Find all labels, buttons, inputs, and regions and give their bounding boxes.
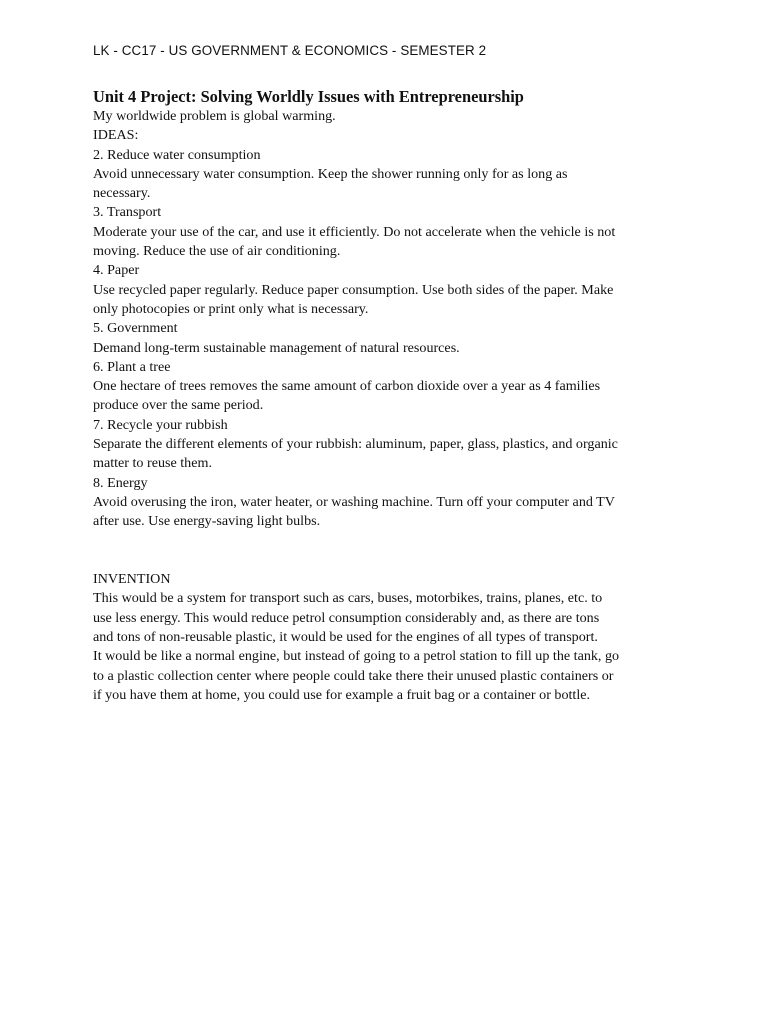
idea-text-line: after use. Use energy-saving light bulbs. <box>93 513 321 530</box>
idea-item <box>93 474 683 532</box>
idea-text-line: moving. Reduce the use of air conditioning. <box>93 243 341 260</box>
idea-heading: 4. Paper <box>93 262 140 279</box>
document-body <box>93 87 683 705</box>
invention-label: INVENTION <box>93 571 171 588</box>
idea-item <box>93 319 683 358</box>
idea-item <box>93 358 683 416</box>
idea-text-line: Avoid overusing the iron, water heater, or washing machine. Turn off your computer and TV <box>93 493 615 510</box>
invention-text-line: This would be a system for transport such as cars, buses, motorbikes, trains, planes, etc. to <box>93 590 603 607</box>
idea-text-line: matter to reuse them. <box>93 455 212 472</box>
idea-text-line: necessary. <box>93 185 151 202</box>
invention-text-line: and tons of non-reusable plastic, it would be used for the engines of all types of transport. <box>93 629 598 646</box>
intro-text: My worldwide problem is global warming. <box>93 108 336 124</box>
idea-text-line: Avoid unnecessary water consumption. Keep the shower running only for as long as <box>93 165 568 182</box>
idea-heading: 8. Energy <box>93 474 148 491</box>
invention-section <box>93 570 683 705</box>
idea-heading: 7. Recycle your rubbish <box>93 416 228 433</box>
ideas-list <box>93 146 683 532</box>
idea-heading: 6. Plant a tree <box>93 358 171 375</box>
idea-text-line: One hectare of trees removes the same amount of carbon dioxide over a year as 4 families <box>93 378 601 395</box>
idea-heading: 2. Reduce water consumption <box>93 146 261 163</box>
invention-text-line: It would be like a normal engine, but instead of going to a petrol station to fill up the tank, go <box>93 648 620 665</box>
idea-text-line: Demand long-term sustainable management of natural resources. <box>93 339 460 356</box>
document-title: Unit 4 Project: Solving Worldly Issues with Entrepreneurship <box>93 87 524 106</box>
idea-heading: 5. Government <box>93 320 178 337</box>
invention-text-line: use less energy. This would reduce petrol consumption considerably and, as there are tons <box>93 609 600 626</box>
idea-text-line: Use recycled paper regularly. Reduce paper consumption. Use both sides of the paper. Make <box>93 281 614 298</box>
ideas-label: IDEAS: <box>93 127 139 144</box>
idea-text-line: Moderate your use of the car, and use it efficiently. Do not accelerate when the vehicle is not <box>93 223 616 240</box>
idea-item <box>93 146 683 204</box>
page-header: LK - CC17 - US GOVERNMENT & ECONOMICS - SEMESTER 2 <box>93 43 487 58</box>
idea-text-line: Separate the different elements of your rubbish: aluminum, paper, glass, plastics, and organic <box>93 436 618 453</box>
invention-text-line: if you have them at home, you could use for example a fruit bag or a container or bottle. <box>93 686 591 703</box>
idea-item <box>93 203 683 261</box>
invention-text-line: to a plastic collection center where people could take there their unused plastic containers or <box>93 667 614 684</box>
section-spacer <box>93 532 683 571</box>
idea-text-line: produce over the same period. <box>93 397 264 414</box>
idea-heading: 3. Transport <box>93 204 162 221</box>
idea-item <box>93 416 683 474</box>
idea-item <box>93 261 683 319</box>
idea-text-line: only photocopies or print only what is necessary. <box>93 300 369 317</box>
